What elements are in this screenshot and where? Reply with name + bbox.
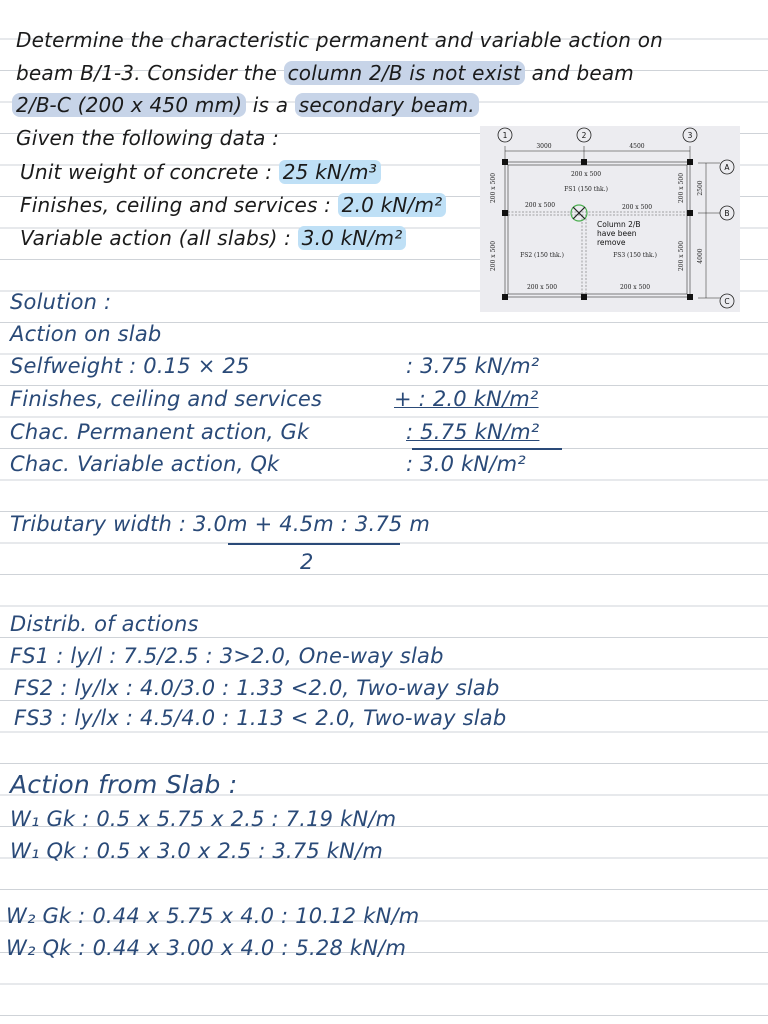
highlight-secondary-beam: secondary beam. (295, 93, 479, 117)
variable-action-label: Variable action (all slabs) : (20, 226, 292, 250)
w1-gk: W₁ Gk : 0.5 x 5.75 x 2.5 : 7.19 kN/m (10, 807, 397, 831)
floor-plan-figure (480, 126, 740, 312)
given-variable-action (20, 226, 406, 250)
finishes-value: 2.0 kN/m² (338, 193, 447, 217)
col3-upper-label: 200 x 500 (678, 172, 685, 204)
given-finishes (20, 193, 446, 217)
finishes-label: Finishes, ceiling and services : (20, 193, 332, 217)
beam-bottom-right-label: 200 x 500 (619, 284, 651, 291)
fs2-check: FS2 : ly/lx : 4.0/3.0 : 1.33 <2.0, Two-way slab (14, 676, 500, 700)
fs1-check: FS1 : ly/l : 7.5/2.5 : 3>2.0, One-way slab (10, 644, 444, 668)
total-underline (412, 448, 562, 450)
fraction-bar (228, 543, 400, 545)
note-column-removed-1: Column 2/B (597, 220, 641, 229)
highlight-beam-size: 2/B-C (200 x 450 mm) (12, 93, 246, 117)
question-line-2-start: beam B/1-3. Consider the (16, 61, 277, 85)
beam-bottom-left-label: 200 x 500 (526, 284, 558, 291)
w2-qk: W₂ Qk : 0.44 x 3.00 x 4.0 : 5.28 kN/m (6, 936, 407, 960)
question-line-3 (12, 93, 479, 117)
row-label-a: A (724, 163, 730, 172)
distrib-title: Distrib. of actions (10, 612, 199, 636)
unit-weight-label: Unit weight of concrete : (20, 160, 273, 184)
gk-label: Chac. Permanent action, Gk (10, 420, 310, 444)
col1-upper-label: 200 x 500 (490, 172, 497, 204)
question-line-3-mid: is a (252, 93, 289, 117)
gk-value: : 5.75 kN/m² (406, 420, 540, 444)
slab-fs3-label: FS3 (150 thk.) (613, 252, 657, 259)
w2-gk: W₂ Gk : 0.44 x 5.75 x 4.0 : 10.12 kN/m (6, 904, 420, 928)
note-column-removed-3: remove (597, 238, 626, 247)
qk-value: : 3.0 kN/m² (406, 452, 526, 476)
slab-fs2-label: FS2 (150 thk.) (520, 252, 564, 259)
note-column-removed-2: have been (597, 229, 637, 238)
floor-plan-svg (480, 126, 740, 312)
col1-lower-label: 200 x 500 (490, 240, 497, 272)
selfweight-value: : 3.75 kN/m² (406, 354, 540, 378)
beam-mid-right-label: 200 x 500 (621, 204, 653, 211)
row-label-c: C (724, 297, 730, 306)
question-line-1: Determine the characteristic permanent and variable action on (16, 28, 664, 52)
grid-label-2: 2 (581, 131, 587, 140)
col3-lower-label: 200 x 500 (678, 240, 685, 272)
fs3-check: FS3 : ly/lx : 4.5/4.0 : 1.13 < 2.0, Two-way slab (14, 706, 507, 730)
dim-a-b-label: 2500 (697, 180, 704, 196)
span-1-2-dimension: 3000 (536, 143, 552, 150)
grid-label-3: 3 (687, 131, 693, 140)
slab-fs1-label: FS1 (150 thk.) (564, 186, 608, 193)
variable-action-value: 3.0 kN/m² (298, 226, 407, 250)
finishes-solution-value: + : 2.0 kN/m² (394, 387, 539, 411)
grid-label-1: 1 (502, 131, 508, 140)
w1-qk: W₁ Qk : 0.5 x 3.0 x 2.5 : 3.75 kN/m (10, 839, 383, 863)
question-line-2 (16, 61, 634, 85)
dim-b-c-label: 4000 (697, 248, 704, 264)
qk-label: Chac. Variable action, Qk (10, 452, 280, 476)
action-on-slab-heading: Action on slab (10, 322, 162, 346)
unit-weight-value: 25 kN/m³ (279, 160, 381, 184)
tributary-width: Tributary width : 3.0m + 4.5m : 3.75 m (10, 512, 431, 536)
highlight-column-not-exist: column 2/B is not exist (284, 61, 526, 85)
given-unit-weight (20, 160, 381, 184)
finishes-solution-label: Finishes, ceiling and services (10, 387, 323, 411)
given-title: Given the following data : (16, 126, 280, 150)
span-2-3-dimension: 4500 (629, 143, 645, 150)
beam-top-label: 200 x 500 (570, 171, 602, 178)
tributary-denominator: 2 (300, 550, 314, 574)
row-label-b: B (724, 209, 730, 218)
action-from-slab-heading: Action from Slab : (10, 770, 238, 799)
selfweight-label: Selfweight : 0.15 × 25 (10, 354, 250, 378)
question-line-2-end: and beam (531, 61, 634, 85)
beam-mid-left-label: 200 x 500 (524, 202, 556, 209)
solution-title: Solution : (10, 290, 112, 314)
